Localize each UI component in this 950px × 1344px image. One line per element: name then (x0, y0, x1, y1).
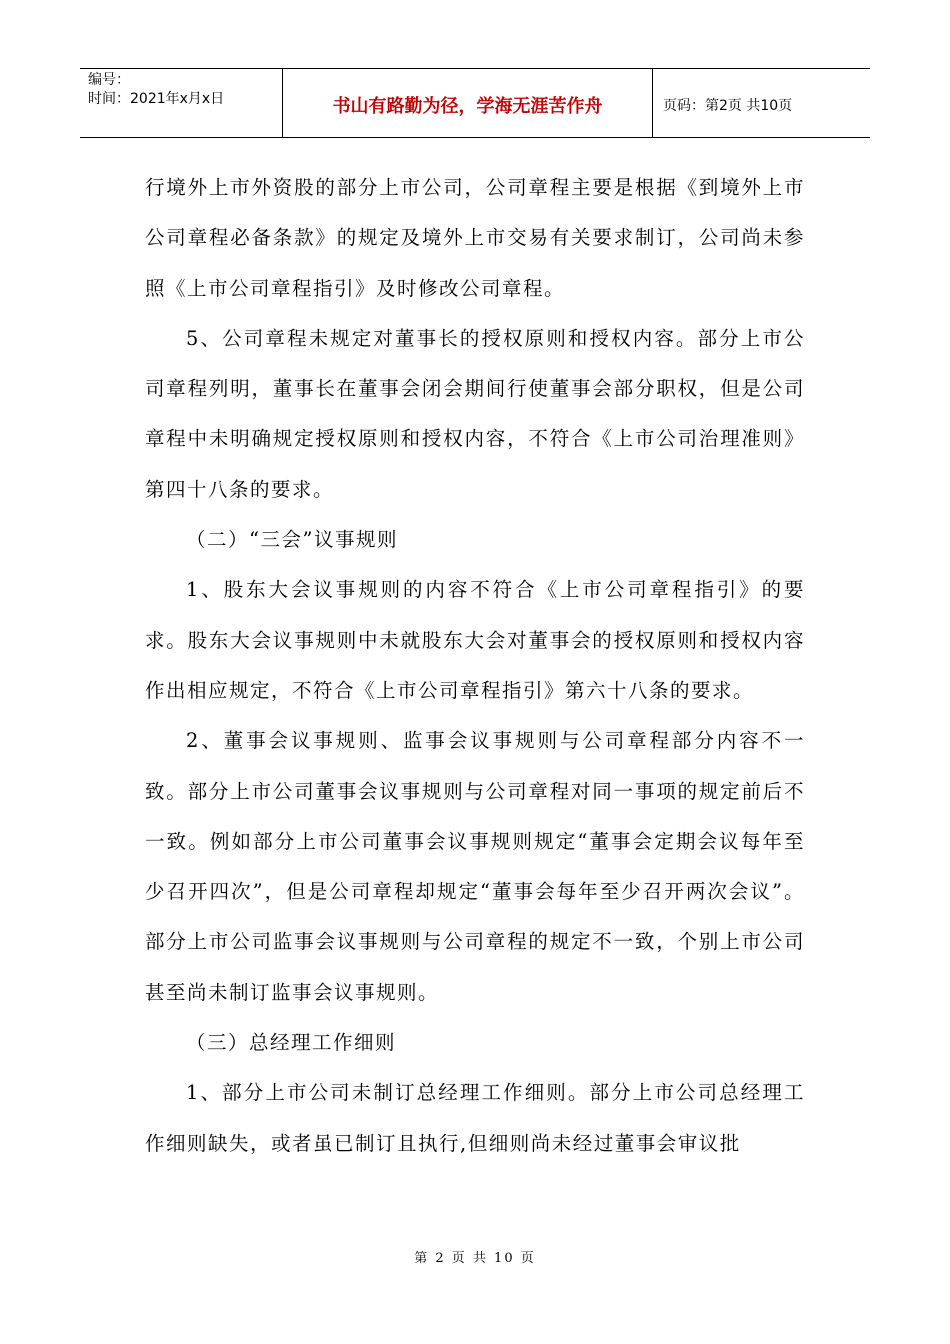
page-header (80, 68, 870, 138)
paragraph-item-5: 5、公司章程未规定对董事长的授权原则和授权内容。部分上市公司章程列明，董事长在董事会闭会期间行使董事会部分职权，但是公司章程中未明确规定授权原则和授权内容，不符合《上市公司治理准则》第四十八条的要求。 (145, 326, 805, 501)
paragraph-item-2: 2、董事会议事规则、监事会议事规则与公司章程部分内容不一致。部分上市公司董事会议事规则与公司章程对同一事项的规定前后不一致。例如部分上市公司董事会议事规则规定“董事会定期会议每年至少召开四次”，但是公司章程却规定“董事会每年至少召开两次会议”。部分上市公司监事会议事规则与公司章程的规定不一致，个别上市公司甚至尚未制订监事会议事规则。 (145, 729, 805, 1004)
document-time-label: 时间：2021年x月x日 (88, 91, 225, 107)
header-page-info: 页码：第2页 共10页 (663, 98, 793, 114)
paragraph-item-1b: 1、部分上市公司未制订总经理工作细则。部分上市公司总经理工作细则缺失，或者虽已制订且执行,但细则尚未经过董事会审议批 (145, 1081, 805, 1155)
document-body (145, 163, 805, 1169)
section-heading-2: （二）“三会”议事规则 (186, 528, 398, 552)
section-heading-3: （三）总经理工作细则 (186, 1031, 397, 1055)
header-motto: 书山有路勤为径，学海无涯苦作舟 (283, 69, 653, 137)
paragraph-continuation: 行境外上市外资股的部分上市公司，公司章程主要是根据《到境外上市公司章程必备条款》的规定及境外上市交易有关要求制订，公司尚未参照《上市公司章程指引》及时修改公司章程。 (145, 176, 805, 300)
document-number-label: 编号： (88, 72, 130, 88)
page-footer: 第 2 页 共 10 页 (414, 1251, 536, 1266)
paragraph-item-1: 1、股东大会议事规则的内容不符合《上市公司章程指引》的要求。股东大会议事规则中未就股东大会对董事会的授权原则和授权内容作出相应规定，不符合《上市公司章程指引》第六十八条的要求。 (145, 578, 805, 702)
header-meta (80, 69, 283, 137)
